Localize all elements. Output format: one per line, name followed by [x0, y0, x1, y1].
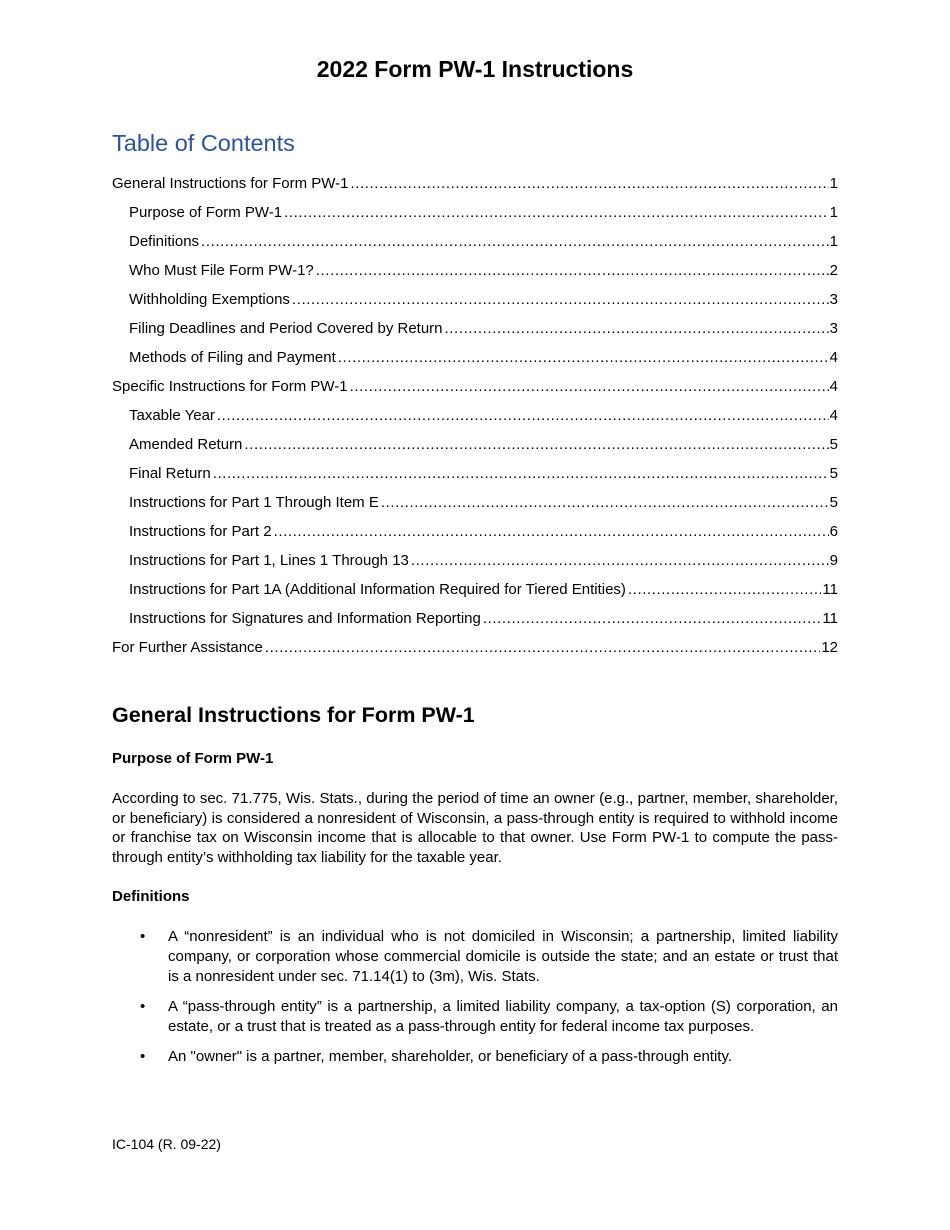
toc-entry[interactable] [112, 575, 838, 604]
toc-dot-leader [292, 285, 829, 314]
form-code-footer: IC-104 (R. 09-22) [112, 1136, 221, 1152]
toc-entry-label: General Instructions for Form PW-1 [112, 169, 350, 198]
toc-dot-leader [483, 604, 822, 633]
toc-entry-label: Withholding Exemptions [129, 285, 292, 314]
definition-text: A “pass-through entity” is a partnership, a limited liability company, a tax-option (S) corporation, an estate, or a trust that is treated as a pass-through entity for federal income tax purposes. [168, 998, 838, 1035]
toc-entry[interactable] [112, 546, 838, 575]
toc-entry[interactable] [112, 401, 838, 430]
toc-dot-leader [217, 401, 829, 430]
toc-entry-page: 12 [820, 633, 838, 662]
toc-entry[interactable] [112, 633, 838, 662]
toc-entry[interactable] [112, 488, 838, 517]
definition-item [112, 1047, 838, 1067]
toc-entry-page: 5 [829, 430, 838, 459]
toc-dot-leader [274, 517, 829, 546]
toc-dot-leader [201, 227, 829, 256]
toc-entry-page: 5 [829, 459, 838, 488]
document-title: 2022 Form PW-1 Instructions [316, 56, 634, 82]
definitions-list [112, 927, 838, 1077]
toc-entry-page: 2 [829, 256, 838, 285]
toc-dot-leader [350, 169, 828, 198]
toc-entry-label: Definitions [129, 227, 201, 256]
definition-text: An "owner" is a partner, member, shareholder, or beneficiary of a pass-through entity. [168, 1048, 733, 1065]
toc-entry-label: Final Return [129, 459, 213, 488]
toc-entry-label: Instructions for Part 2 [129, 517, 274, 546]
toc-dot-leader [381, 488, 829, 517]
toc-dot-leader [244, 430, 828, 459]
bullet-icon: • [140, 1048, 146, 1065]
toc-entry-label: Specific Instructions for Form PW-1 [112, 372, 350, 401]
toc-dot-leader [411, 546, 829, 575]
toc-entry[interactable] [112, 285, 838, 314]
toc-entry-page: 4 [829, 372, 838, 401]
definition-item [112, 927, 838, 987]
toc-entry-page: 11 [821, 604, 838, 633]
toc-entry-label: Who Must File Form PW-1? [129, 256, 316, 285]
toc-entry-label: Methods of Filing and Payment [129, 343, 338, 372]
toc-entry[interactable] [112, 169, 838, 198]
toc-entry-label: Taxable Year [129, 401, 217, 430]
toc-entry-label: Amended Return [129, 430, 244, 459]
toc-heading: Table of Contents [112, 130, 295, 156]
toc-entry-label: Instructions for Part 1, Lines 1 Through 13 [129, 546, 411, 575]
toc-dot-leader [445, 314, 829, 343]
definition-text: A “nonresident” is an individual who is not domiciled in Wisconsin; a partnership, limited liability company, or corporation whose commercial domicile is outside the state; and an estate or trust that is a nonresident under sec. 71.14(1) to (3m), Wis. Stats. [168, 928, 838, 985]
toc-dot-leader [213, 459, 829, 488]
definition-item [112, 997, 838, 1037]
toc-dot-leader [316, 256, 829, 285]
toc-entry-label: Purpose of Form PW-1 [129, 198, 284, 227]
toc-entry[interactable] [112, 604, 838, 633]
toc-entry-page: 1 [829, 198, 838, 227]
toc-entry[interactable] [112, 227, 838, 256]
toc-entry[interactable] [112, 314, 838, 343]
toc-entry-page: 3 [829, 285, 838, 314]
toc-entry-page: 1 [829, 227, 838, 256]
toc-entry[interactable] [112, 372, 838, 401]
toc-entry-page: 9 [829, 546, 838, 575]
toc-entry[interactable] [112, 430, 838, 459]
toc-entry-label: Filing Deadlines and Period Covered by Return [129, 314, 445, 343]
definitions-heading: Definitions [112, 888, 190, 905]
toc-dot-leader [628, 575, 822, 604]
toc-entry[interactable] [112, 517, 838, 546]
toc-entry-page: 3 [829, 314, 838, 343]
toc-entry-label: For Further Assistance [112, 633, 265, 662]
toc-entry-page: 4 [829, 343, 838, 372]
toc-entry-page: 11 [821, 575, 838, 604]
general-instructions-heading: General Instructions for Form PW-1 [112, 703, 475, 727]
bullet-icon: • [140, 998, 146, 1015]
toc-entry-label: Instructions for Part 1A (Additional Information Required for Tiered Entities) [129, 575, 628, 604]
toc-entry-page: 6 [829, 517, 838, 546]
toc-dot-leader [265, 633, 820, 662]
toc-entry-page: 5 [829, 488, 838, 517]
toc-dot-leader [350, 372, 829, 401]
table-of-contents [112, 169, 838, 662]
bullet-icon: • [140, 928, 146, 945]
toc-entry[interactable] [112, 256, 838, 285]
purpose-paragraph: According to sec. 71.775, Wis. Stats., during the period of time an owner (e.g., partner, member, shareholder, or beneficiary) is considered a nonresident of Wisconsin, a pass-through entity is required to withhold income or franchise tax on Wisconsin income that is allocable to that owner. Use Form PW-1 to compute the pass-through entity’s withholding tax liability for the taxable year. [112, 790, 838, 866]
toc-entry[interactable] [112, 459, 838, 488]
purpose-heading: Purpose of Form PW-1 [112, 750, 274, 767]
toc-entry-label: Instructions for Signatures and Information Reporting [129, 604, 483, 633]
toc-entry[interactable] [112, 343, 838, 372]
toc-entry[interactable] [112, 198, 838, 227]
toc-entry-label: Instructions for Part 1 Through Item E [129, 488, 381, 517]
toc-dot-leader [338, 343, 829, 372]
toc-dot-leader [284, 198, 829, 227]
toc-entry-page: 4 [829, 401, 838, 430]
toc-entry-page: 1 [829, 169, 838, 198]
